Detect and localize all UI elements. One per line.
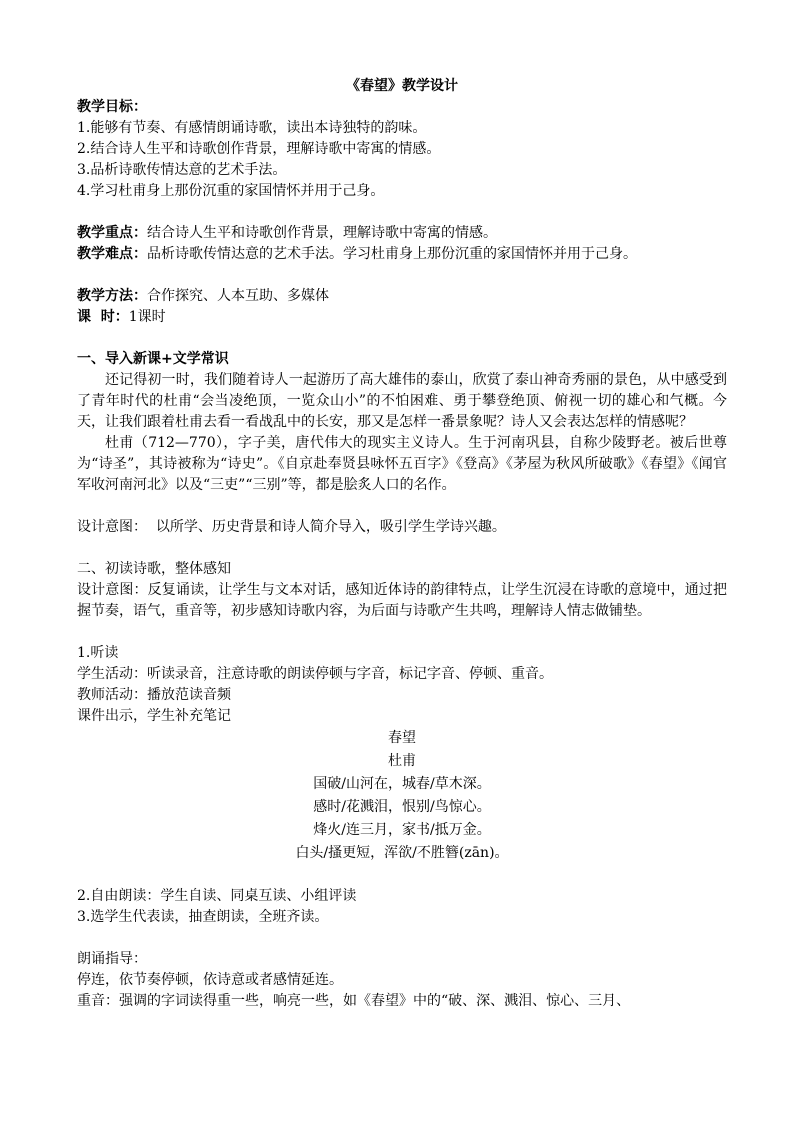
guidance-pause: 停连，依节奏停顿，依诗意或者感情延连。 bbox=[77, 972, 343, 988]
key-point bbox=[77, 223, 727, 244]
spacer bbox=[77, 622, 727, 643]
step-representative-reading: 3.选学生代表读，抽查朗读，全班齐读。 bbox=[77, 909, 329, 925]
method-text: 合作探究、人本互助、多媒体 bbox=[147, 288, 329, 304]
difficulty bbox=[77, 244, 727, 265]
objective-item: 3.品析诗歌传情达意的艺术手法。 bbox=[77, 162, 287, 178]
hours bbox=[77, 307, 727, 328]
poem-line: 感时/花溅泪，恨别/鸟惊心。 bbox=[313, 799, 491, 815]
objective-item: 2.结合诗人生平和诗歌创作背景，理解诗歌中寄寓的情感。 bbox=[77, 141, 441, 157]
section1-heading: 一、导入新课+文学常识 bbox=[77, 351, 229, 367]
method-label: 教学方法： bbox=[77, 288, 147, 304]
section2-heading: 二、初读诗歌，整体感知 bbox=[77, 561, 231, 577]
poem-title: 春望 bbox=[388, 730, 416, 746]
poem-line: 国破/山河在，城春/草木深。 bbox=[313, 776, 491, 792]
spacer bbox=[77, 265, 727, 286]
section1-paragraph-author: 杜甫（712—770），字子美，唐代伟大的现实主义诗人。生于河南巩县，自称少陵野老。被后世尊为“诗圣”，其诗被称为“诗史”。《自京赴奉贤县咏怀五百字》《登高》《茅屋为秋风所破歌》《春望》《闻官军收河南河北》以及“三吏”“三别”等，都是脍炙人口的名作。 bbox=[77, 435, 727, 493]
guidance-heading: 朗诵指导： bbox=[77, 951, 147, 967]
document-title: 《春望》教学设计 bbox=[346, 78, 458, 94]
spacer bbox=[77, 496, 727, 517]
section1-paragraph-intro: 还记得初一时，我们随着诗人一起游历了高大雄伟的泰山，欣赏了泰山神奇秀丽的景色，从中感受到了青年时代的杜甫“会当凌绝顶，一览众山小”的不怕困难、勇于攀登绝顶、俯视一切的雄心和气概。今天，让我们跟着杜甫去看一看战乱中的长安，那又是怎样一番景象呢？诗人又会表达怎样的情感呢？ bbox=[77, 372, 727, 430]
objectives-heading: 教学目标： bbox=[77, 99, 147, 115]
hours-text: 1课时 bbox=[128, 309, 166, 325]
key-point-text: 结合诗人生平和诗歌创作背景，理解诗歌中寄寓的情感。 bbox=[147, 225, 497, 241]
hours-label: 课 时： bbox=[77, 309, 129, 325]
spacer bbox=[77, 328, 727, 349]
poem-line: 白头/搔更短，浑欲/不胜簪(zān)。 bbox=[295, 845, 509, 861]
spacer bbox=[77, 865, 727, 886]
difficulty-text: 品析诗歌传情达意的艺术手法。学习杜甫身上那份沉重的家国情怀并用于己身。 bbox=[147, 246, 637, 262]
poem-block bbox=[77, 727, 727, 865]
difficulty-label: 教学难点： bbox=[77, 246, 147, 262]
spacer bbox=[77, 928, 727, 949]
step-free-reading: 2.自由朗读：学生自读、同桌互读、小组评读 bbox=[77, 888, 357, 904]
section1-intent: 设计意图： 以所学、历史背景和诗人简介导入，吸引学生学诗兴趣。 bbox=[77, 519, 506, 535]
poem-line: 烽火/连三月，家书/抵万金。 bbox=[313, 822, 491, 838]
teacher-activity: 教师活动：播放范读音频 bbox=[77, 687, 231, 703]
objective-item: 1.能够有节奏、有感情朗诵诗歌，读出本诗独特的韵味。 bbox=[77, 120, 427, 136]
guidance-stress: 重音：强调的字词读得重一些，响亮一些，如《春望》中的“破、深、溅泪、惊心、三月、 bbox=[77, 993, 631, 1009]
method bbox=[77, 286, 727, 307]
poem-author: 杜甫 bbox=[388, 753, 416, 769]
spacer bbox=[77, 202, 727, 223]
section2-intent: 设计意图：反复诵读，让学生与文本对话，感知近体诗的韵律特点，让学生沉浸在诗歌的意境中，通过把握节奏，语气，重音等，初步感知诗歌内容，为后面与诗歌产生共鸣，理解诗人情志做铺垫。 bbox=[77, 582, 727, 619]
student-activity: 学生活动：听读录音，注意诗歌的朗读停顿与字音，标记字音、停顿、重音。 bbox=[77, 666, 553, 682]
key-point-label: 教学重点： bbox=[77, 225, 147, 241]
step-listen: 1.听读 bbox=[77, 645, 119, 661]
spacer bbox=[77, 538, 727, 559]
courseware-note: 课件出示，学生补充笔记 bbox=[77, 708, 231, 724]
document-page bbox=[77, 76, 727, 1012]
objective-item: 4.学习杜甫身上那份沉重的家国情怀并用于己身。 bbox=[77, 183, 385, 199]
